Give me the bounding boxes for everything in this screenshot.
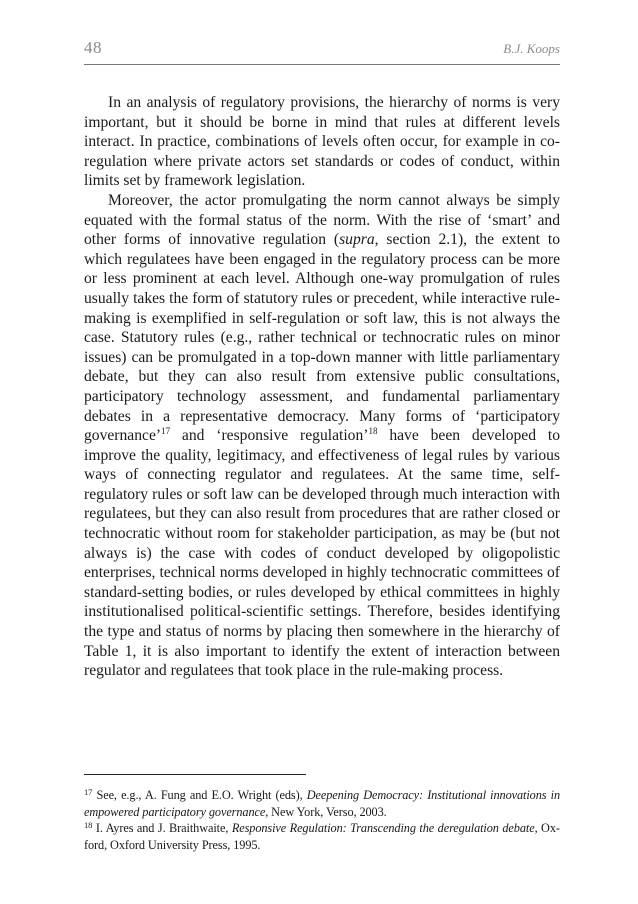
paragraph-2-text-d: have been developed to improve the quality, legitimacy, and effectiveness of legal rules by various ways of connecting regulator and regulatees. At the same time, self-regulatory rules or soft law can be developed through much interaction with regulatees, but they can also result from procedures that are rather closed or technocratic without room for stakeholder participation, as may be (but not always is) the case with codes of conduct developed by oligopolistic enterprises, technical norms developed in highly technocratic committees of standard-setting bodies, or rules developed by ethical committees in highly institutionalised political-scientific settings. Therefore, besides identifying the type and status of norms by placing then somewhere in the hierarchy of Table 1, it is also important to identify the extent of interaction between regulator and regulatees that took place in the rule-making process. [84,427,560,680]
body-text [84,93,560,681]
footnote-18-post: , Oxford, Oxford University Press, 1995. [84,821,560,852]
supra-italic: supra [339,231,375,249]
paragraph-2 [84,191,560,681]
footnote-ref-17[interactable]: 17 [161,426,171,437]
footnote-17-mark: 17 [84,787,93,797]
paragraph-2-text-a: Moreover, the actor promulgating the norm cannot always be simply equated with the formal status of the norm. With the rise of ‘smart’ and other forms of innovative regulation ( [84,191,560,249]
footnote-17-post: , New York, Verso, 2003. [265,804,387,819]
footnote-18-title: Responsive Regulation: Transcending the deregulation debate [231,821,535,835]
paragraph-2-text-b: , section 2.1), the extent to which regulatees have been engaged in the regulatory process can be more or less prominent at each level. Although one-way promulgation of rules usually takes the form of statutory rules or precedent, while interactive rule-making is exemplified in self-regulation or soft law, this is not always the case. Statutory rules (e.g., rather technical or technocratic rules on minor issues) can be promulgated in a top-down manner with little parliamentary debate, but they can also result from extensive public consultations, participatory technology assessment, and fundamental parliamentary debates in a representative democracy. Many forms of ‘participatory governance’ [84,231,560,445]
footnote-18 [84,820,560,853]
footnote-ref-18[interactable]: 18 [368,426,378,437]
footnote-17 [84,787,560,820]
paragraph-2-text-c: and ‘responsive regulation’ [170,427,369,445]
paragraph-1: In an analysis of regulatory provisions, the hierarchy of norms is very important, but it should be borne in mind that rules at different levels interact. In practice, combinations of levels often occur, for example in co-regulation where private actors set standards or codes of conduct, within limits set by framework legislation. [84,94,560,190]
footnote-18-pre: I. Ayres and J. Braithwaite, [92,821,232,835]
footnote-divider [84,774,306,775]
footnote-17-title: Deepening Democracy: Institutional innovations in empowered participatory governance [84,788,560,819]
running-author: B.J. Koops [503,41,560,56]
footnote-17-pre: See, e.g., A. Fung and E.O. Wright (eds), [92,788,307,802]
page-number: 48 [84,38,102,57]
footnote-18-mark: 18 [84,820,93,830]
footnotes [84,787,560,853]
running-header [84,38,560,65]
